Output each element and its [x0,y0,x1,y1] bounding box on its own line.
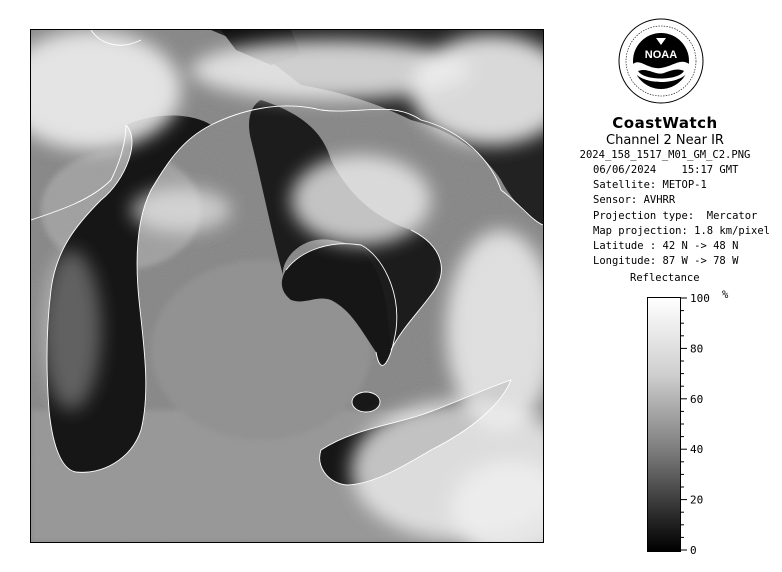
colorbar-tick-label: 80 [690,342,704,356]
sensor: Sensor: AVHRR [593,194,676,207]
datetime: 06/06/2024 15:17 GMT [593,164,739,176]
projection-type: Projection type: Mercator [593,209,758,222]
map-projection: Map projection: 1.8 km/pixel [593,224,771,237]
longitude-range: Longitude: 87 W -> 78 W [593,255,739,268]
info-panel [560,112,770,269]
metadata-list [560,163,770,269]
satellite-map [31,30,543,542]
panel-subtitle: Channel 2 Near IR [606,133,724,148]
noaa-logo-icon [618,18,704,104]
colorbar-tick-label: 20 [690,493,704,507]
satellite: Satellite: METOP-1 [593,179,707,192]
satellite-image [30,29,544,543]
image-filename: 2024_158_1517_M01_GM_C2.PNG [579,149,751,161]
colorbar-axis [680,292,740,557]
colorbar-tick-label: 100 [690,292,710,305]
colorbar-label: Reflectance [630,272,700,284]
colorbar-tick-label: 0 [690,544,697,557]
latitude-range: Latitude : 42 N -> 48 N [593,240,739,253]
panel-title: CoastWatch [612,114,718,132]
colorbar-tick-label: 60 [690,392,704,406]
colorbar-tick-label: 40 [690,443,704,457]
colorbar-unit: % [722,289,729,301]
logo-text: NOAA [644,49,678,61]
colorbar [647,297,681,552]
